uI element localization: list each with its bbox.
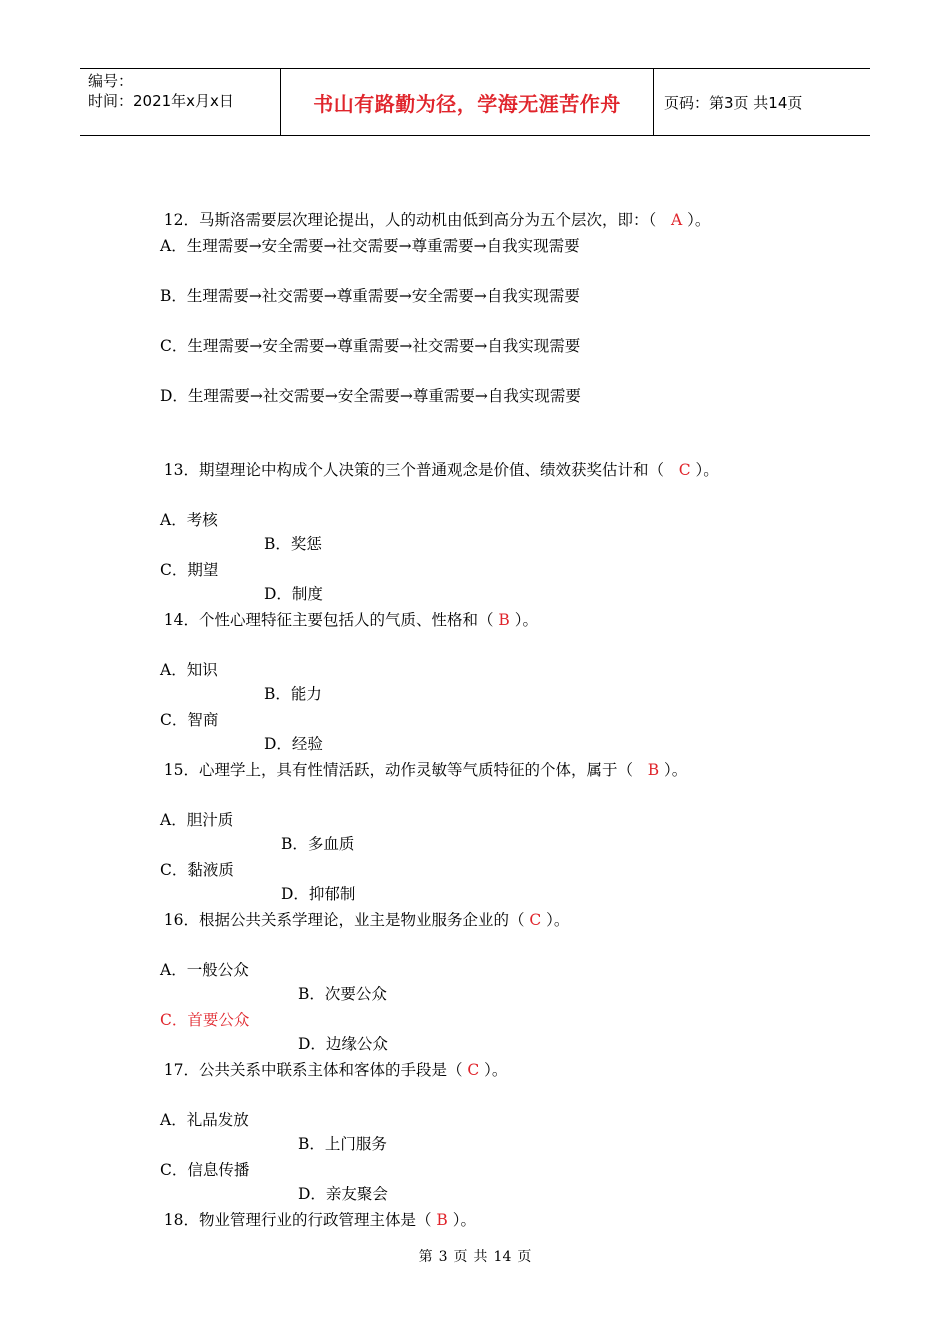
question-14: 14．个性心理特征主要包括人的气质、性格和（ B ）。 xyxy=(163,611,538,629)
answer-15: B xyxy=(647,761,660,779)
option-16d: D．边缘公众 xyxy=(298,1035,388,1053)
answer-13: C xyxy=(678,461,691,479)
option-13d: D．制度 xyxy=(264,585,323,603)
option-14d: D．经验 xyxy=(264,735,323,753)
option-17a: A．礼品发放 xyxy=(160,1111,249,1129)
option-16b: B．次要公众 xyxy=(298,985,387,1003)
option-14a: A．知识 xyxy=(160,661,218,679)
option-13b: B．奖惩 xyxy=(264,535,322,553)
option-12a: A．生理需要→安全需要→社交需要→尊重需要→自我实现需要 xyxy=(160,237,580,255)
option-15a: A．胆汁质 xyxy=(160,811,234,829)
footer-total-pages: 14 xyxy=(493,1249,512,1265)
option-16c: C．首要公众 xyxy=(160,1011,250,1029)
time-label: 时间：2021年x月x日 xyxy=(88,92,234,110)
option-13c: C．期望 xyxy=(160,561,219,579)
header-motto-cell xyxy=(281,69,654,135)
question-16: 16．根据公共关系学理论，业主是物业服务企业的（ C ）。 xyxy=(163,911,570,929)
question-17: 17．公共关系中联系主体和客体的手段是（ C ）。 xyxy=(163,1061,508,1079)
header-page-info: 页码：第3页 共14页 xyxy=(664,93,803,112)
option-15b: B．多血质 xyxy=(281,835,355,853)
question-15: 15．心理学上，具有性情活跃，动作灵敏等气质特征的个体，属于（ B ）。 xyxy=(163,761,688,779)
header-meta xyxy=(80,69,281,135)
answer-16: C xyxy=(529,911,542,929)
answer-14: B xyxy=(498,611,510,629)
motto: 书山有路勤为径，学海无涯苦作舟 xyxy=(313,91,621,116)
option-15c: C．黏液质 xyxy=(160,861,234,879)
answer-12: A xyxy=(670,211,683,229)
option-12d: D．生理需要→社交需要→安全需要→尊重需要→自我实现需要 xyxy=(160,387,581,405)
option-14b: B．能力 xyxy=(264,685,322,703)
question-18: 18．物业管理行业的行政管理主体是（ B ）。 xyxy=(163,1211,476,1229)
page-footer: 第 3 页 共 14 页 xyxy=(418,1249,532,1265)
option-17c: C．信息传播 xyxy=(160,1161,250,1179)
option-12b: B．生理需要→社交需要→尊重需要→安全需要→自我实现需要 xyxy=(160,287,580,305)
question-12: 12．马斯洛需要层次理论提出，人的动机由低到高分为五个层次，即：（ A ）。 xyxy=(163,211,711,229)
answer-17: C xyxy=(467,1061,480,1079)
option-17d: D．亲友聚会 xyxy=(298,1185,388,1203)
question-13: 13．期望理论中构成个人决策的三个普通观念是价值、绩效获奖估计和（ C ）。 xyxy=(163,461,719,479)
number-label: 编号： xyxy=(88,72,134,90)
option-17b: B．上门服务 xyxy=(298,1135,387,1153)
footer-page-number: 3 xyxy=(438,1249,448,1265)
option-12c: C．生理需要→安全需要→尊重需要→社交需要→自我实现需要 xyxy=(160,337,581,355)
option-13a: A．考核 xyxy=(160,511,218,529)
page-header xyxy=(80,68,870,136)
answer-18: B xyxy=(436,1211,448,1229)
option-15d: D．抑郁制 xyxy=(281,885,356,903)
option-16a: A．一般公众 xyxy=(160,961,249,979)
option-14c: C．智商 xyxy=(160,711,219,729)
